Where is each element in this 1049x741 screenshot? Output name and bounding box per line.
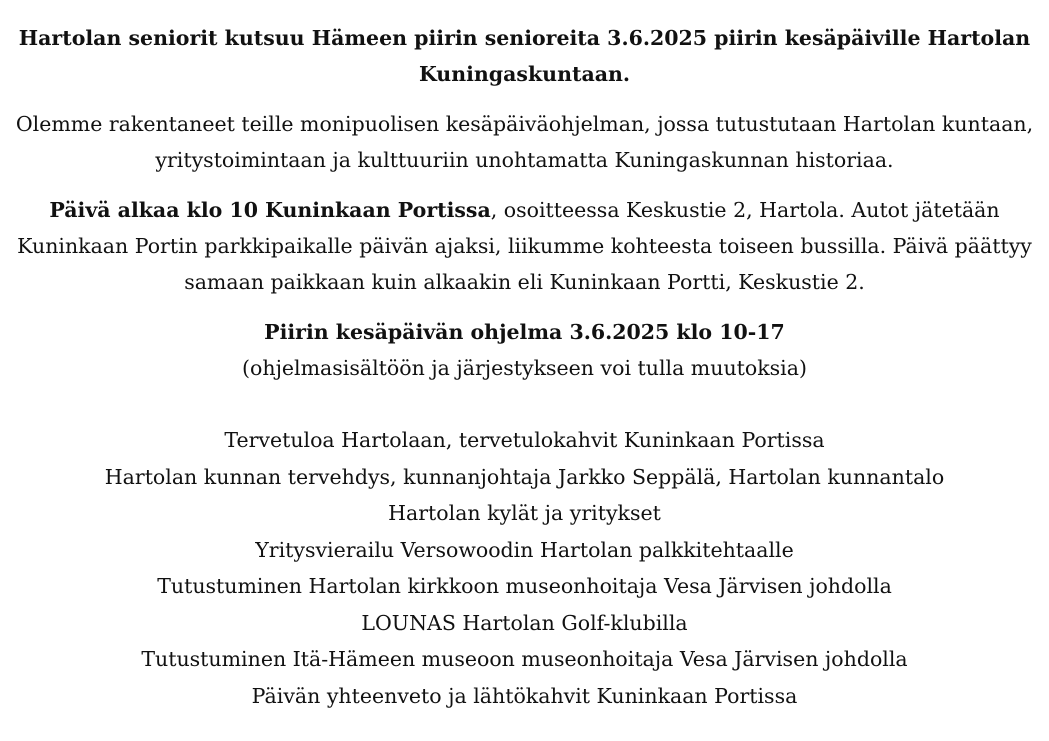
program-item: Hartolan kylät ja yritykset — [388, 501, 661, 525]
program-title: Piirin kesäpäivän ohjelma 3.6.2025 klo 10-17 — [264, 320, 785, 344]
program-item: Päivän yhteenveto ja lähtökahvit Kuninkaan Portissa — [251, 683, 798, 708]
program-item: Tutustuminen Hartolan kirkkoon museonhoitaja Vesa Järvisen johdolla — [157, 574, 892, 598]
program-item: Tutustuminen Itä-Hämeen museoon museonhoitaja Vesa Järvisen johdolla — [141, 647, 908, 671]
program-note: (ohjelmasisältöön ja järjestykseen voi tulla muutoksia) — [242, 356, 807, 380]
program-item: Hartolan kunnan tervehdys, kunnanjohtaja Jarkko Seppälä, Hartolan kunnantalo — [104, 464, 945, 489]
invitation-title: Hartolan seniorit kutsuu Hämeen piirin senioreita 3.6.2025 piirin kesäpäiville Hartolan Kuningaskuntaan. — [18, 26, 1031, 86]
start-time-bold: Päivä alkaa klo 10 Kuninkaan Portissa — [49, 198, 491, 222]
program-heading — [6, 314, 1043, 386]
spacer — [6, 386, 1043, 422]
program-list — [6, 422, 1043, 714]
program-item: Yritysvierailu Versowoodin Hartolan palkkitehtaalle — [255, 537, 794, 562]
program-item: LOUNAS Hartolan Golf-klubilla — [361, 610, 688, 635]
start-details: , osoitteessa Keskustie 2, Hartola. Autot jätetään Kuninkaan Portin parkkipaikalle päivän ajaksi, liikumme kohteesta toiseen bussilla. Päivä päättyy samaan paikkaan kuin alkaakin eli Kuninkaan Portti, Keskustie 2. — [17, 198, 1032, 294]
intro-paragraph: Olemme rakentaneet teille monipuolisen kesäpäiväohjelman, jossa tutustutaan Hartolan kuntaan, yritystoimintaan ja kulttuuriin unohtamatta Kuningaskunnan historiaa. — [15, 112, 1034, 172]
start-paragraph — [6, 192, 1043, 300]
program-item: Tervetuloa Hartolaan, tervetulokahvit Kuninkaan Portissa — [224, 428, 825, 452]
